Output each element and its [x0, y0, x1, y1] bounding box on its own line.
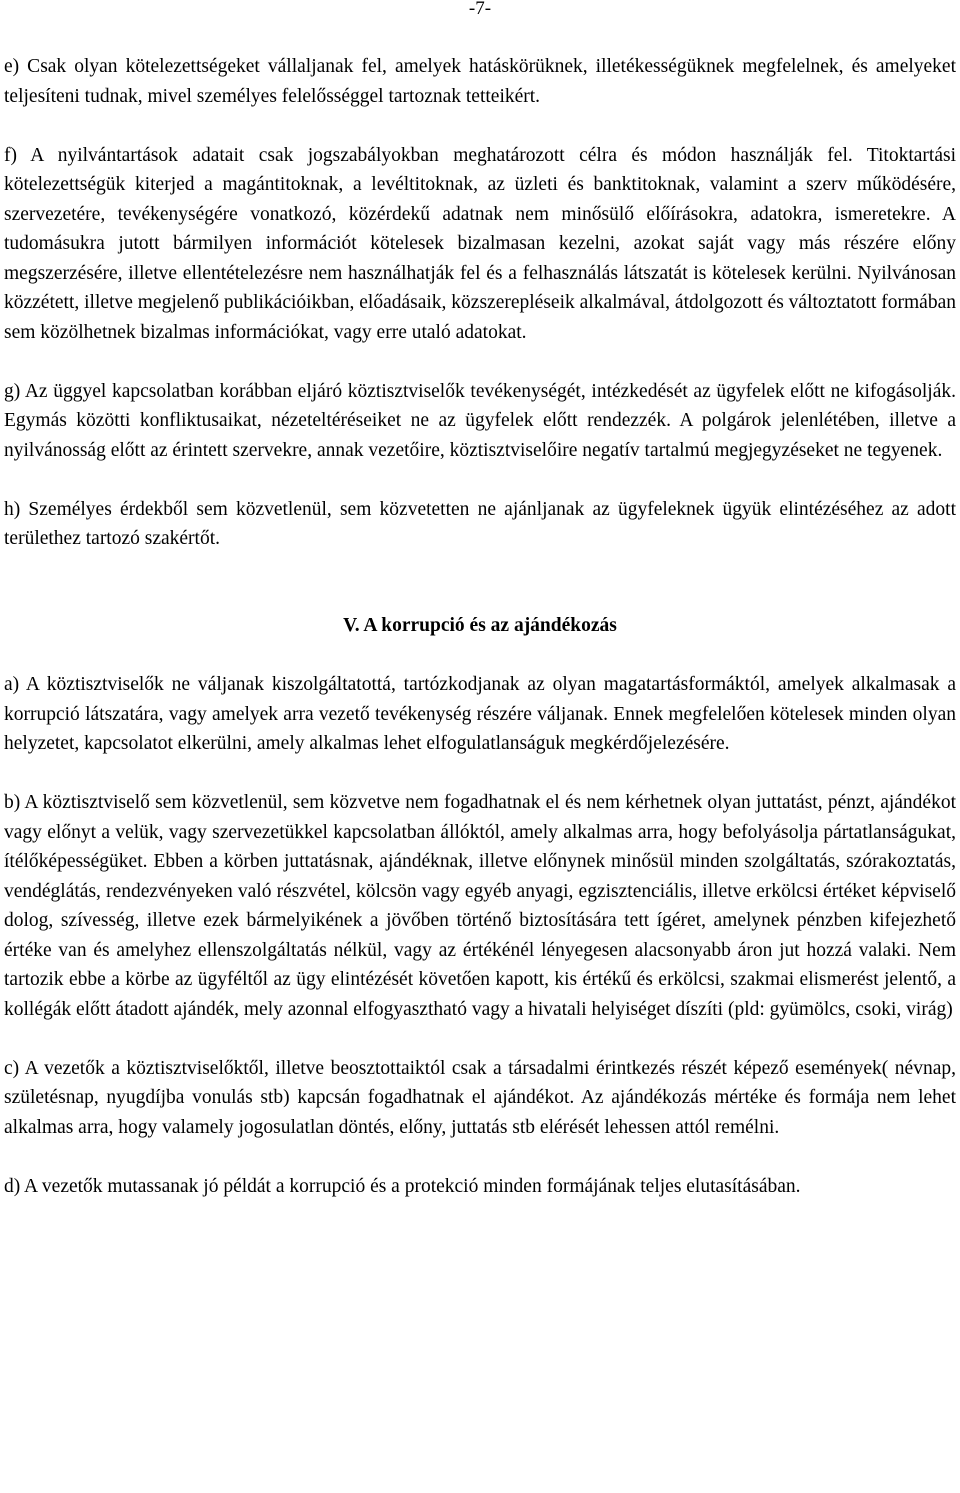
document-body — [4, 52, 956, 1231]
paragraph-h: h) Személyes érdekből sem közvetlenül, sem közvetetten ne ajánljanak az ügyfeleknek ügyük elintézéséhez az adott területhez tartozó szakértőt. — [4, 498, 956, 549]
paragraph-f: f) A nyilvántartások adatait csak jogszabályokban meghatározott célra és módon használják fel. Titoktartási kötelezettségük kiterjed a magántitoknak, a levéltitoknak, az üzleti és banktitoknak, valamint a szerv működésére, szervezetére, tevékenységére vonatkozó, közérdekű adatnak nem minősülő előírásokra, adatokra, ismeretekre. A tudomásukra jutott bármilyen információt kötelesek bizalmasan kezelni, azokat saját vagy más részére előny megszerzésére, illetve ellentételezésre nem használhatják fel és a felhasználás látszatát is kötelesek kerülni. Nyilvánosan közzétett, illetve megjelenő publikációikban, előadásaik, közszerepléseik alkalmával, átdolgozott és változtatott formában sem közölhetnek bizalmas információkat, vagy erre utaló adatokat. — [4, 144, 956, 343]
paragraph-g: g) Az üggyel kapcsolatban korábban eljáró köztisztviselők tevékenységét, intézkedését az ügyfelek előtt ne kifogásolják. Egymás közötti konfliktusaikat, nézeteltéréseiket ne az ügyfelek előtt rendezzék. A polgárok jelenlétében, illetve a nyilvánosság előtt az érintett szervekre, annak vezetőire, köztisztviselőire negatív tartalmú megjegyzéseket ne tegyenek. — [4, 380, 956, 461]
page-number: -7- — [468, 0, 492, 19]
paragraph-a: a) A köztisztviselők ne váljanak kiszolgáltatottá, tartózkodjanak az olyan magatartásformáktól, amelyek alkalmasak a korrupció látszatára, vagy amelyek arra vezető tevékenység részére váljanak. Ennek megfelelően kötelesek minden olyan helyzetet, kapcsolatot elkerülni, amely alkalmas lehet elfogulatlanságuk megkérdőjelezésére. — [4, 674, 956, 754]
paragraph-c: c) A vezetők a köztisztviselőktől, illetve beosztottaiktól csak a társadalmi érintkezés részét képező események( névnap, születésnap, nyugdíjba vonulás stb) kapcsán fogadhatnak el ajándékot. Az ajándékozás mértéke és formája nem lehet alkalmas arra, hogy valamely jogosulatlan döntés, előny, juttatás stb elérését lehessen attól remélni. — [4, 1057, 956, 1138]
section-title: V. A korrupció és az ajándékozás — [343, 615, 617, 636]
paragraph-d: d) A vezetők mutassanak jó példát a korrupció és a protekció minden formájának teljes elutasításában. — [4, 1175, 801, 1197]
paragraph-e: e) Csak olyan kötelezettségeket vállaljanak fel, amelyek hatáskörüknek, illetékességüknek megfelelnek, és amelyeket teljesíteni tudnak, mivel személyes felelősséggel tartoznak tetteikért. — [4, 56, 956, 107]
paragraph-b: b) A köztisztviselő sem közvetlenül, sem közvetve nem fogadhatnak el és nem kérhetnek olyan juttatást, pénzt, ajándékot vagy előnyt a velük, vagy szervezetükkel kapcsolatban állóktól, amely alkalmas arra, hogy befolyásolja pártatlanságukat, ítélőképességüket. Ebben a körben juttatásnak, ajándéknak, illetve előnynek minősül minden szolgáltatás, szórakoztatás, vendéglátás, rendezvényeken való részvétel, kölcsön vagy egyéb anyagi, egzisztenciális, illetve erkölcsi értéket képviselő dolog, szívesség, illetve ezek bármelyikének a jövőben történő biztosítására tett ígéret, amelynek pénzben kifejezhető értéke van és amelyhez ellenszolgáltatás nélkül, vagy az értékénél lényegesen alacsonyabb áron jut hozzá valaki. Nem tartozik ebbe a körbe az ügyféltől az ügy elintézését követően kapott, kis értékű és erkölcsi, szakmai elismerést jelentő, a kollégák előtt átadott ajándék, mely azonnal elfogyasztható vagy a hivatali helyiséget díszíti (pld: gyümölcs, csoki, virág) — [4, 792, 956, 1020]
